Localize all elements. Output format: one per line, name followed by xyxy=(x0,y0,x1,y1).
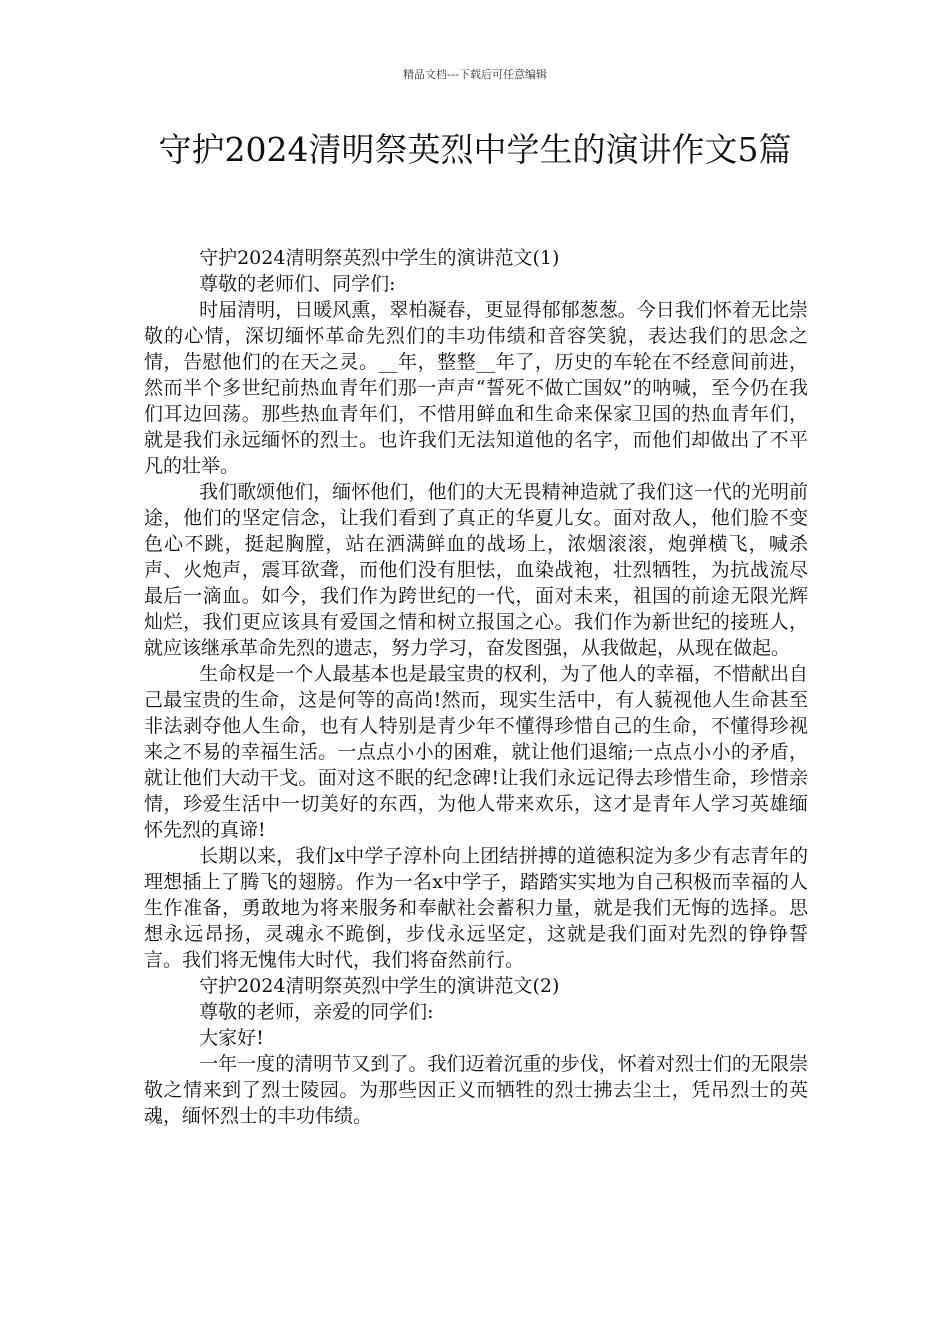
salutation-2: 尊敬的老师，亲爱的同学们: xyxy=(199,1001,434,1023)
body-paragraph: 我们歌颂他们，缅怀他们，他们的大无畏精神造就了我们这一代的光明前途，他们的坚定信念，让我们看到了真正的华夏儿女。面对敌人，他们脸不变色心不跳，挺起胸膛，站在洒满鲜血的战场上，浓烟滚滚，炮弹横飞，喊杀声、火炮声，震耳欲聋，而他们没有胆怯，血染战袍，壮烈牺牲，为抗战流尽最后一滴血。如今，我们作为跨世纪的一代，面对未来，祖国的前途无限光辉灿烂，我们更应该具有爱国之情和树立报国之心。我们作为新世纪的接班人，就应该继承革命先烈的遗志，努力学习，奋发图强，从我做起，从现在做起。 xyxy=(144,481,808,659)
greeting: 大家好! xyxy=(199,1027,264,1049)
document-body xyxy=(144,245,808,1129)
header-note: 精品文档---下载后可任意编辑 xyxy=(403,68,547,81)
body-paragraph: 生命权是一个人最基本也是最宝贵的权利，为了他人的幸福，不惜献出自己最宝贵的生命，这是何等的高尚!然而，现实生活中，有人藐视他人生命甚至非法剥夺他人生命，也有人特别是青少年不懂得珍惜自己的生命，不懂得珍视来之不易的幸福生活。一点点小小的困难，就让他们退缩;一点点小小的矛盾，就让他们大动干戈。面对这不眠的纪念碑!让我们永远记得去珍惜生命，珍惜亲情，珍爱生活中一切美好的东西，为他人带来欢乐，这才是青年人学习英雄缅怀先烈的真谛! xyxy=(144,663,808,841)
section-heading-2: 守护2024清明祭英烈中学生的演讲范文(2) xyxy=(199,975,560,997)
section-heading-1: 守护2024清明祭英烈中学生的演讲范文(1) xyxy=(199,247,560,269)
salutation-1: 尊敬的老师们、同学们: xyxy=(199,273,396,295)
body-paragraph: 一年一度的清明节又到了。我们迈着沉重的步伐，怀着对烈士们的无限崇敬之情来到了烈士陵园。为那些因正义而牺牲的烈士拂去尘土，凭吊烈士的英魂，缅怀烈士的丰功伟绩。 xyxy=(144,1053,808,1127)
document-title: 守护2024清明祭英烈中学生的演讲作文5篇 xyxy=(158,130,792,169)
body-paragraph: 时届清明，日暖风熏，翠柏凝春，更显得郁郁葱葱。今日我们怀着无比崇敬的心情，深切缅怀革命先烈们的丰功伟绩和音容笑貌，表达我们的思念之情，告慰他们的在天之灵。__年，整整__年了，历史的车轮在不经意间前进，然而半个多世纪前热血青年们那一声声“誓死不做亡国奴”的呐喊，至今仍在我们耳边回荡。那些热血青年们，不惜用鲜血和生命来保家卫国的热血青年们，就是我们永远缅怀的烈士。也许我们无法知道他的名字，而他们却做出了不平凡的壮举。 xyxy=(144,299,808,477)
body-paragraph: 长期以来，我们x中学子淳朴向上团结拼搏的道德积淀为多少有志青年的理想插上了腾飞的翅膀。作为一名x中学子，踏踏实实地为自己积极而幸福的人生作准备，勇敢地为将来服务和奉献社会蓄积力量，就是我们无悔的选择。思想永远昂扬，灵魂永不跪倒，步伐永远坚定，这就是我们面对先烈的铮铮誓言。我们将无愧伟大时代，我们将奋然前行。 xyxy=(144,845,808,971)
